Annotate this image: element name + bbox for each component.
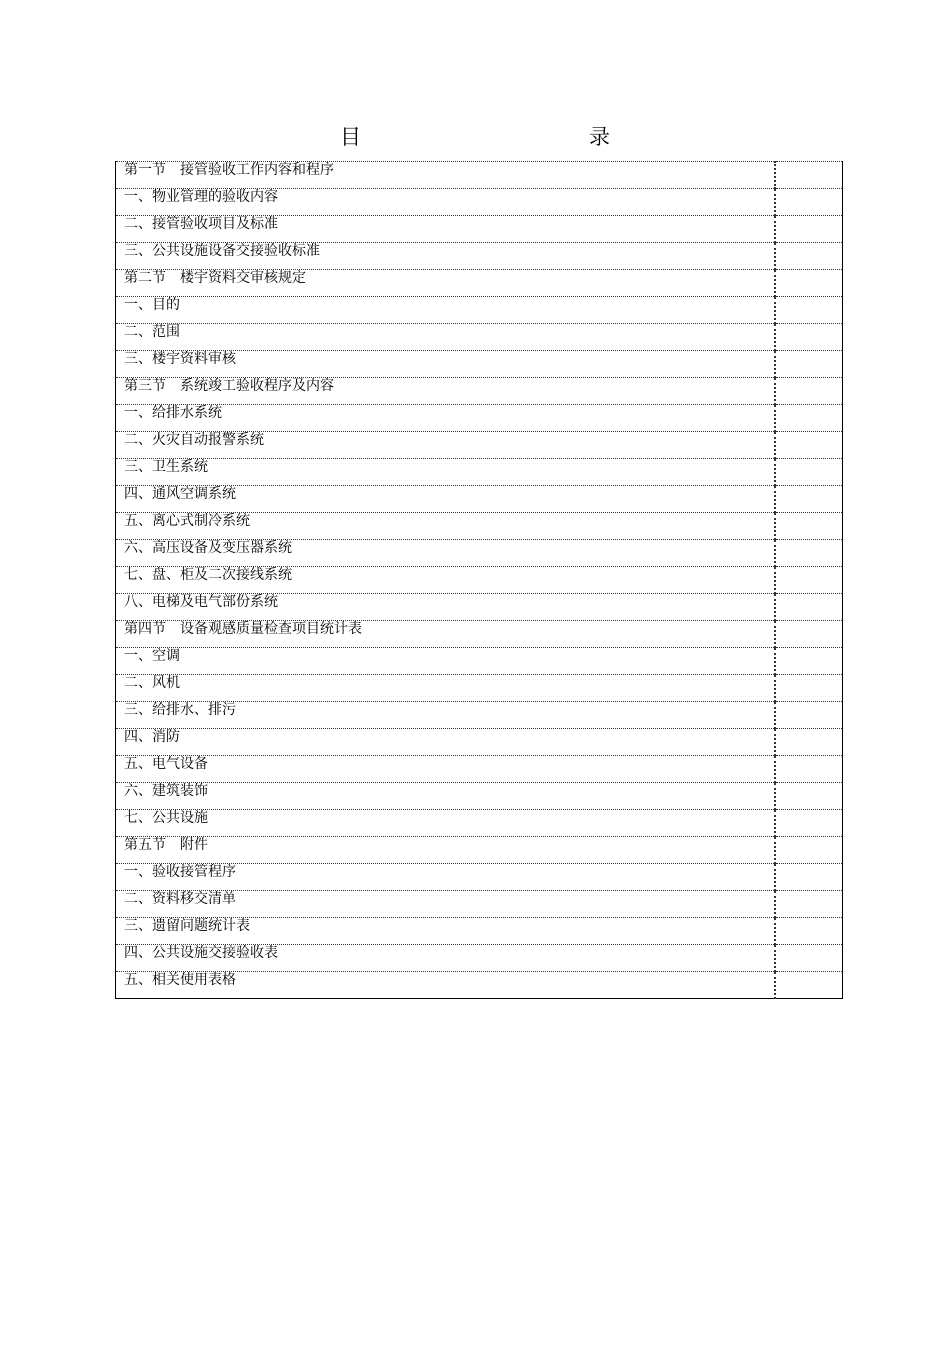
toc-entry-cell xyxy=(116,594,776,621)
toc-entry-cell xyxy=(116,567,776,594)
toc-entry-cell xyxy=(116,945,776,972)
toc-entry-cell xyxy=(116,297,776,324)
toc-row xyxy=(116,162,843,189)
toc-row xyxy=(116,675,843,702)
toc-row xyxy=(116,756,843,783)
toc-entry-cell xyxy=(116,405,776,432)
toc-entry-label: 七、盘、柜及二次接线系统 xyxy=(124,567,292,583)
toc-entry-cell xyxy=(116,918,776,945)
toc-entry-label: 四、通风空调系统 xyxy=(124,486,236,502)
table-of-contents xyxy=(115,161,843,999)
toc-entry-label: 一、验收接管程序 xyxy=(124,864,236,880)
toc-page-cell xyxy=(775,945,843,972)
toc-entry-label: 第一节 接管验收工作内容和程序 xyxy=(124,162,334,178)
toc-row xyxy=(116,837,843,864)
toc-page-cell xyxy=(775,459,843,486)
toc-page-cell xyxy=(775,270,843,297)
toc-page-cell xyxy=(775,216,843,243)
toc-page-cell xyxy=(775,540,843,567)
toc-entry-label: 三、楼宇资料审核 xyxy=(124,351,236,367)
toc-row xyxy=(116,216,843,243)
toc-entry-cell xyxy=(116,729,776,756)
toc-entry-label: 三、卫生系统 xyxy=(124,459,208,475)
toc-page-cell xyxy=(775,405,843,432)
toc-entry-label: 七、公共设施 xyxy=(124,810,208,826)
toc-entry-cell xyxy=(116,189,776,216)
toc-page-cell xyxy=(775,351,843,378)
toc-page-cell xyxy=(775,324,843,351)
toc-row xyxy=(116,540,843,567)
toc-entry-cell xyxy=(116,675,776,702)
toc-entry-label: 六、建筑装饰 xyxy=(124,783,208,799)
toc-page-cell xyxy=(775,621,843,648)
toc-entry-label: 一、空调 xyxy=(124,648,180,664)
toc-entry-label: 一、物业管理的验收内容 xyxy=(124,189,278,205)
toc-entry-label: 二、范围 xyxy=(124,324,180,340)
toc-row xyxy=(116,378,843,405)
toc-row xyxy=(116,810,843,837)
toc-row xyxy=(116,189,843,216)
toc-entry-cell xyxy=(116,270,776,297)
toc-row xyxy=(116,594,843,621)
toc-entry-label: 八、电梯及电气部份系统 xyxy=(124,594,278,610)
toc-row xyxy=(116,243,843,270)
toc-page-cell xyxy=(775,864,843,891)
toc-page-cell xyxy=(775,891,843,918)
toc-row xyxy=(116,432,843,459)
toc-page-cell xyxy=(775,837,843,864)
toc-entry-label: 三、公共设施设备交接验收标准 xyxy=(124,243,320,259)
toc-entry-cell xyxy=(116,621,776,648)
toc-entry-label: 六、高压设备及变压器系统 xyxy=(124,540,292,556)
toc-entry-label: 第五节 附件 xyxy=(124,837,208,853)
toc-page-cell xyxy=(775,567,843,594)
toc-entry-cell xyxy=(116,864,776,891)
toc-row xyxy=(116,567,843,594)
toc-page-cell xyxy=(775,513,843,540)
toc-page-cell xyxy=(775,729,843,756)
toc-entry-label: 三、给排水、排污 xyxy=(124,702,236,718)
toc-entry-label: 五、离心式制冷系统 xyxy=(124,513,250,529)
toc-entry-cell xyxy=(116,324,776,351)
toc-row xyxy=(116,459,843,486)
toc-entry-label: 四、消防 xyxy=(124,729,180,745)
toc-entry-label: 五、相关使用表格 xyxy=(124,972,236,988)
toc-entry-label: 二、接管验收项目及标准 xyxy=(124,216,278,232)
toc-entry-cell xyxy=(116,513,776,540)
toc-entry-label: 第三节 系统竣工验收程序及内容 xyxy=(124,378,334,394)
toc-entry-cell xyxy=(116,243,776,270)
toc-page-cell xyxy=(775,810,843,837)
toc-row xyxy=(116,513,843,540)
toc-page-cell xyxy=(775,189,843,216)
toc-entry-cell xyxy=(116,702,776,729)
toc-row xyxy=(116,648,843,675)
toc-entry-cell xyxy=(116,378,776,405)
toc-page-cell xyxy=(775,675,843,702)
toc-entry-label: 二、火灾自动报警系统 xyxy=(124,432,264,448)
toc-entry-label: 四、公共设施交接验收表 xyxy=(124,945,278,961)
toc-row xyxy=(116,918,843,945)
toc-page-cell xyxy=(775,783,843,810)
toc-entry-cell xyxy=(116,837,776,864)
toc-entry-label: 三、遗留问题统计表 xyxy=(124,918,250,934)
toc-row xyxy=(116,972,843,999)
toc-page-cell xyxy=(775,702,843,729)
toc-row xyxy=(116,351,843,378)
toc-page-cell xyxy=(775,972,843,999)
toc-page-cell xyxy=(775,162,843,189)
toc-row xyxy=(116,729,843,756)
toc-page-cell xyxy=(775,378,843,405)
page-title: 目 录 xyxy=(340,125,672,149)
toc-entry-cell xyxy=(116,756,776,783)
toc-entry-cell xyxy=(116,972,776,999)
toc-entry-cell xyxy=(116,648,776,675)
toc-page-cell xyxy=(775,756,843,783)
toc-entry-cell xyxy=(116,783,776,810)
toc-entry-label: 五、电气设备 xyxy=(124,756,208,772)
toc-entry-label: 第二节 楼宇资料交审核规定 xyxy=(124,270,306,286)
toc-entry-label: 一、目的 xyxy=(124,297,180,313)
toc-row xyxy=(116,324,843,351)
toc-row xyxy=(116,405,843,432)
toc-row xyxy=(116,702,843,729)
toc-body xyxy=(116,162,843,999)
toc-entry-cell xyxy=(116,486,776,513)
toc-row xyxy=(116,783,843,810)
toc-entry-cell xyxy=(116,162,776,189)
toc-entry-cell xyxy=(116,351,776,378)
toc-row xyxy=(116,891,843,918)
toc-entry-cell xyxy=(116,459,776,486)
toc-row xyxy=(116,297,843,324)
toc-row xyxy=(116,621,843,648)
toc-entry-cell xyxy=(116,432,776,459)
toc-page-cell xyxy=(775,432,843,459)
toc-entry-cell xyxy=(116,810,776,837)
toc-page-cell xyxy=(775,243,843,270)
toc-row xyxy=(116,486,843,513)
toc-entry-cell xyxy=(116,216,776,243)
toc-row xyxy=(116,864,843,891)
toc-entry-cell xyxy=(116,540,776,567)
toc-row xyxy=(116,270,843,297)
toc-entry-label: 第四节 设备观感质量检查项目统计表 xyxy=(124,621,362,637)
toc-entry-label: 一、给排水系统 xyxy=(124,405,222,421)
toc-entry-cell xyxy=(116,891,776,918)
toc-entry-label: 二、风机 xyxy=(124,675,180,691)
toc-page-cell xyxy=(775,594,843,621)
toc-page-cell xyxy=(775,297,843,324)
toc-entry-label: 二、资料移交清单 xyxy=(124,891,236,907)
toc-page-cell xyxy=(775,648,843,675)
toc-page-cell xyxy=(775,486,843,513)
toc-page-cell xyxy=(775,918,843,945)
toc-row xyxy=(116,945,843,972)
